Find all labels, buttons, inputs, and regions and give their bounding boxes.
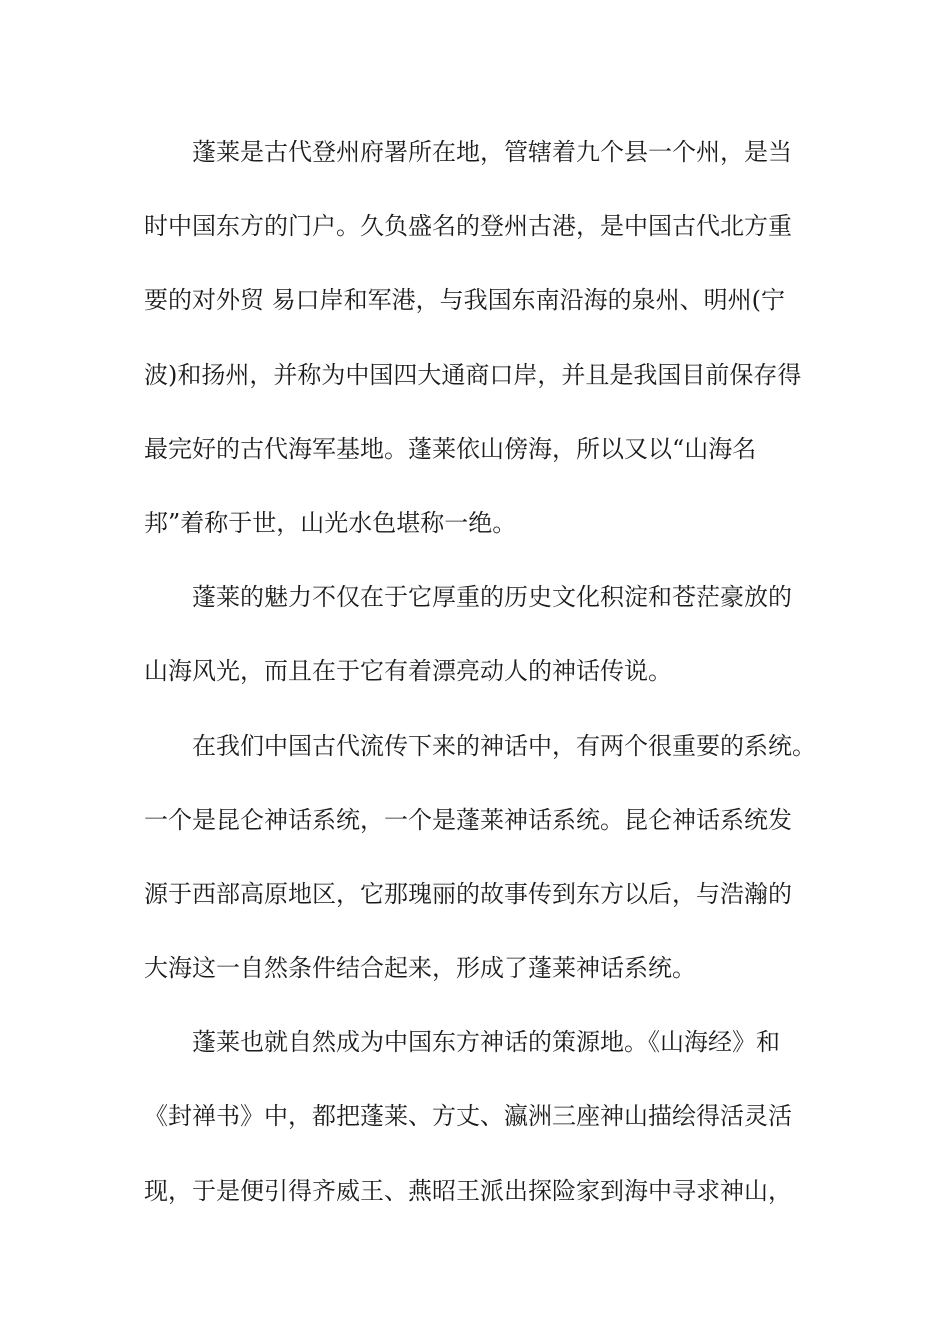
paragraph-1-line-3: 要的对外贸 易口岸和军港，与我国东南沿海的泉州、明州(宁 [144, 286, 785, 315]
paragraph-3-line-1: 在我们中国古代流传下来的神话中，有两个很重要的系统。 [192, 731, 816, 760]
paragraph-2-line-1: 蓬莱的魅力不仅在于它厚重的历史文化积淀和苍茫豪放的 [192, 583, 792, 612]
paragraph-1-line-4: 波)和扬州，并称为中国四大通商口岸，并且是我国目前保存得 [144, 360, 802, 389]
paragraph-3-line-3: 源于西部高原地区，它那瑰丽的故事传到东方以后，与浩瀚的 [144, 879, 792, 908]
paragraph-4-line-1: 蓬莱也就自然成为中国东方神话的策源地。《山海经》和 [192, 1028, 780, 1057]
paragraph-1-line-2: 时中国东方的门户。久负盛名的登州古港，是中国古代北方重 [144, 212, 792, 241]
paragraph-3-line-4: 大海这一自然条件结合起来，形成了蓬莱神话系统。 [144, 954, 696, 983]
body-text [144, 128, 814, 1241]
paragraph-4-line-3: 现，于是便引得齐威王、燕昭王派出探险家到海中寻求神山， [144, 1176, 792, 1205]
paragraph-1-line-1: 蓬莱是古代登州府署所在地，管辖着九个县一个州，是当 [192, 138, 792, 166]
paragraph-4-line-2: 《封禅书》中，都把蓬莱、方丈、瀛洲三座神山描绘得活灵活 [144, 1102, 792, 1131]
paragraph-3-line-2: 一个是昆仑神话系统，一个是蓬莱神话系统。昆仑神话系统发 [144, 805, 792, 834]
paragraph-1-line-5: 最完好的古代海军基地。蓬莱依山傍海，所以又以“山海名 [144, 434, 757, 463]
paragraph-2-line-2: 山海风光，而且在于它有着漂亮动人的神话传说。 [144, 657, 672, 686]
paragraph-1-line-6: 邦”着称于世，山光水色堪称一绝。 [144, 508, 517, 537]
